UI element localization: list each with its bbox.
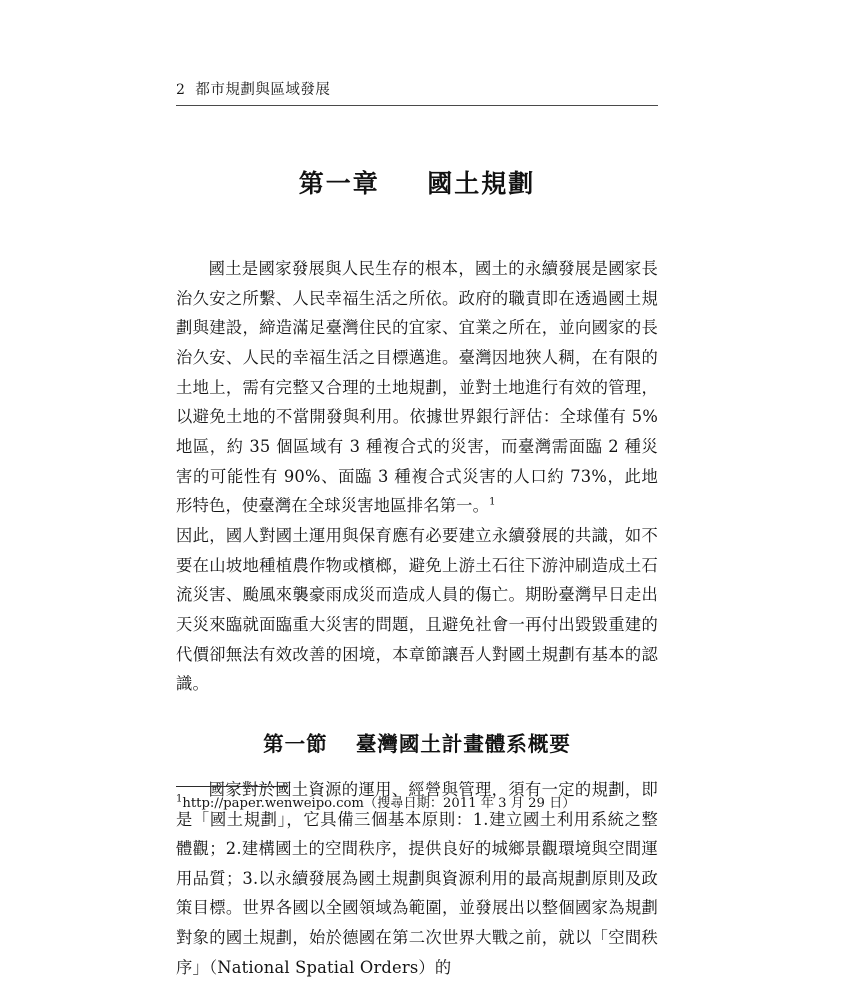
paragraph-1	[176, 254, 658, 521]
chapter-title	[176, 164, 658, 200]
chapter-label: 第一章	[298, 169, 380, 198]
paragraph-2: 因此，國人對國土運用與保育應有必要建立永續發展的共識，如不要在山坡地種植農作物或檳榔，避免上游土石往下游沖刷造成土石流災害、颱風來襲豪雨成災而造成人員的傷亡。期盼臺灣早日走出天災來臨就面臨重大災害的問題，且避免社會一再付出毀毀重建的代價卻無法有效改善的困境，本章節讓吾人對國土規劃有基本的認識。	[176, 525, 658, 694]
page-number: 2	[176, 82, 186, 98]
footnote-divider	[176, 786, 288, 787]
running-head-title: 都市規劃與區域發展	[195, 82, 331, 98]
header-divider	[176, 105, 658, 106]
footnote-marker-inline: 1	[489, 496, 496, 508]
footnote-number: 1	[176, 793, 183, 805]
paragraph-1-text: 國土是國家發展與人民生存的根本，國土的永續發展是國家長治久安之所繫、人民幸福生活之所依。政府的職責即在透過國土規劃與建設，締造滿足臺灣住民的宜家、宜業之所在，並向國家的長治久安、人民的幸福生活之目標邁進。臺灣因地狹人稠，在有限的土地上，需有完整又合理的土地規劃，並對土地進行有效的管理，以避免土地的不當開發與利用。依據世界銀行評估：全球僅有 5%地區，約 35 個區域有 3 種複合式的災害，而臺灣需面臨 2 種災害的可能性有 90%、面臨 3 種複合式災害的人口約 73%，此地形特色，使臺灣在全球災害地區排名第一。	[176, 259, 658, 516]
footnote-body: http://paper.wenweipo.com（搜尋日期：2011 年 3 月 29 日）	[182, 796, 576, 812]
section-title	[176, 727, 658, 757]
section-label: 第一節	[263, 731, 328, 756]
footnote	[176, 794, 658, 814]
running-head	[176, 78, 658, 105]
chapter-name: 國土規劃	[427, 169, 536, 198]
footnote-area	[176, 786, 658, 814]
paragraph-3: 國家對於國土資源的運用、經營與管理，須有一定的規劃，即是「國土規劃」，它具備三個基本原則：1.建立國土利用系統之整體觀；2.建構國土的空間秩序，提供良好的城鄉景觀環境與空間運用品質；3.以永續發展為國土規劃與資源利用的最高規劃原則及政策目標。世界各國以全國領域為範圍，並發展出以整個國家為規劃對象的國土規劃，始於德國在第二次世界大戰之前，就以「空間秩序」（National Spatial Orders）的	[176, 779, 658, 977]
body-text	[176, 254, 658, 982]
section-name: 臺灣國土計畫體系概要	[355, 731, 571, 756]
